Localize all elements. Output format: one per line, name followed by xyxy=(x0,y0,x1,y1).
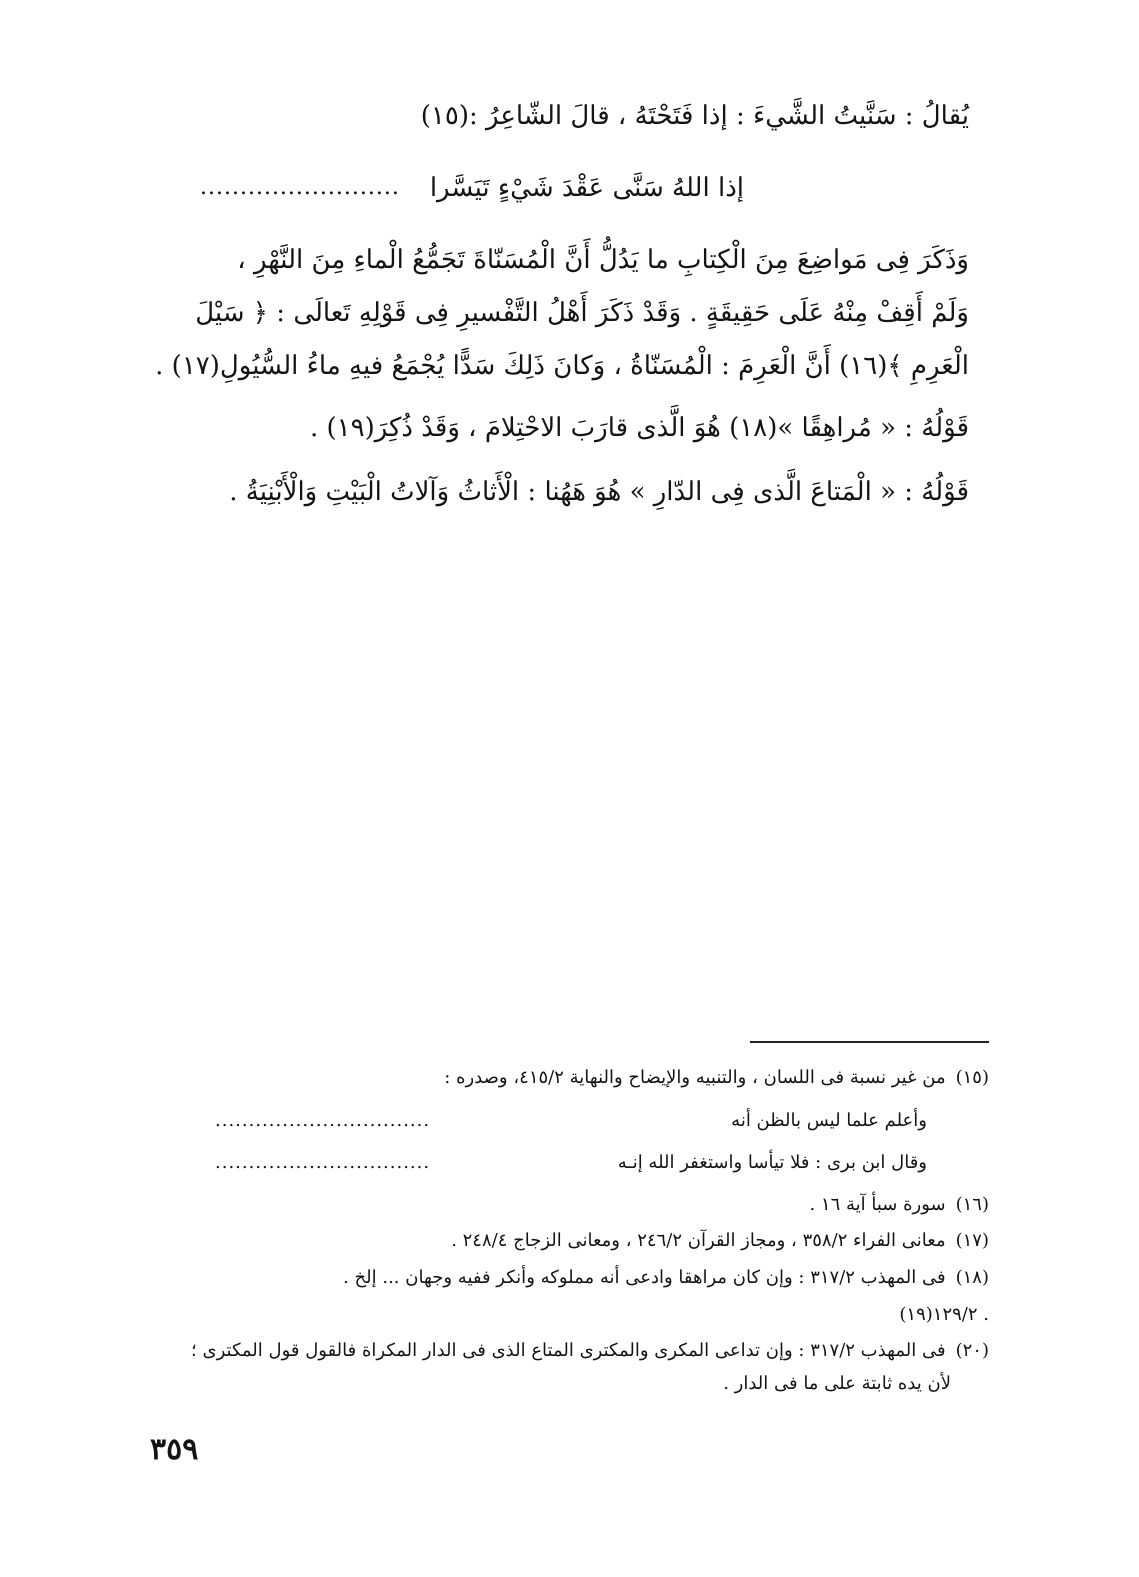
footnote-number: (٢٠) xyxy=(955,1340,989,1361)
footnote-17 xyxy=(150,1226,989,1256)
verse-ellipsis-dots: ......................... xyxy=(200,175,400,200)
page-number: ٣٥٩ xyxy=(150,1432,199,1467)
footnote-20 xyxy=(150,1336,989,1366)
body-line-4: الْعَرِمِ ﴾(١٦) أَنَّ الْعَرِمَ : الْمُسَنّاةُ ، وَكانَ ذَلِكَ سَدًّا يُجْمَعُ فيهِ ماءُ السُّيُولِ(١٧) . xyxy=(155,351,969,381)
body-line-3: وَلَمْ أَقِفْ مِنْهُ عَلَى حَقِيقَةٍ . وَقَدْ ذَكَرَ أَهْلُ التَّفْسيرِ فِى قَوْلِهِ تَعالَى : ﴿ سَيْلَ xyxy=(195,298,969,328)
footnote-number: (١٧) xyxy=(955,1230,989,1251)
verse-text: إذا اللهُ سَنَّى عَقْدَ شَيْءٍ تَيَسَّرا xyxy=(429,173,744,203)
footnote-verse-text: وأعلم علما ليس بالظن أنه xyxy=(731,1110,927,1131)
footnote-text: ١٢٩/٢ . xyxy=(932,1304,989,1325)
footnote-number: (١٩) xyxy=(899,1304,933,1325)
footnote-text: معانى الفراء ٣٥٨/٢ ، ومجاز القرآن ٢٤٦/٢ ، ومعانى الزجاج ٢٤٨/٤ . xyxy=(451,1230,946,1251)
footnote-20-continuation: لأن يده ثابتة على ما فى الدار . xyxy=(723,1373,951,1394)
footnote-15-verse-1 xyxy=(215,1106,927,1136)
footnote-verse-text: وقال ابن برى : فلا تيأسا واستغفر الله إنـه xyxy=(617,1152,927,1173)
body-line-1: يُقالُ : سَنَّيتُ الشَّيءَ : إذا فَتَحْتَهُ ، قالَ الشّاعِرُ :(١٥) xyxy=(420,101,969,131)
footnote-verse-dots: ................................ xyxy=(215,1110,431,1131)
footnote-15-verse-2 xyxy=(215,1148,927,1178)
footnote-separator-rule xyxy=(750,1041,989,1043)
footnote-number: (١٥) xyxy=(955,1067,989,1088)
footnote-18 xyxy=(150,1263,989,1293)
footnote-verse-dots: ................................ xyxy=(215,1152,431,1173)
body-line-2: وَذَكَرَ فِى مَواضِعَ مِنَ الْكِتابِ ما يَدُلُّ أَنَّ الْمُسَنّاةَ تَجَمُّعُ الْماءِ مِنَ النَّهْرِ ، xyxy=(237,245,969,275)
footnote-16 xyxy=(150,1190,989,1220)
footnote-text: سورة سبأ آية ١٦ . xyxy=(809,1194,946,1215)
footnote-number: (١٨) xyxy=(955,1267,989,1288)
body-line-5: قَوْلُهُ : « مُراهِقًا »(١٨) هُوَ الَّذى قارَبَ الاحْتِلامَ ، وَقَدْ ذُكِرَ(١٩) . xyxy=(309,413,969,443)
footnote-number: (١٦) xyxy=(955,1194,989,1215)
footnote-text: فى المهذب ٣١٧/٢ : وإن تداعى المكرى والمكترى المتاع الذى فى الدار المكراة فالقول قول المكترى ؛ xyxy=(191,1340,946,1361)
footnote-text: من غير نسبة فى اللسان ، والتنبيه والإيضاح والنهاية ٤١٥/٢، وصدره : xyxy=(444,1067,946,1088)
body-line-6: قَوْلُهُ : « الْمَتاعَ الَّذى فِى الدّارِ » هُوَ هَهُنا : الْأَثاثُ وَآلاتُ الْبَيْتِ وَالْأَبْنِيَةُ . xyxy=(229,477,969,507)
footnote-text: فى المهذب ٣١٧/٢ : وإن كان مراهقا وادعى أنه مملوكه وأنكر ففيه وجهان ... إلخ . xyxy=(343,1267,946,1288)
poem-verse xyxy=(200,166,969,210)
footnote-19 xyxy=(150,1300,989,1330)
footnote-15 xyxy=(150,1063,989,1093)
